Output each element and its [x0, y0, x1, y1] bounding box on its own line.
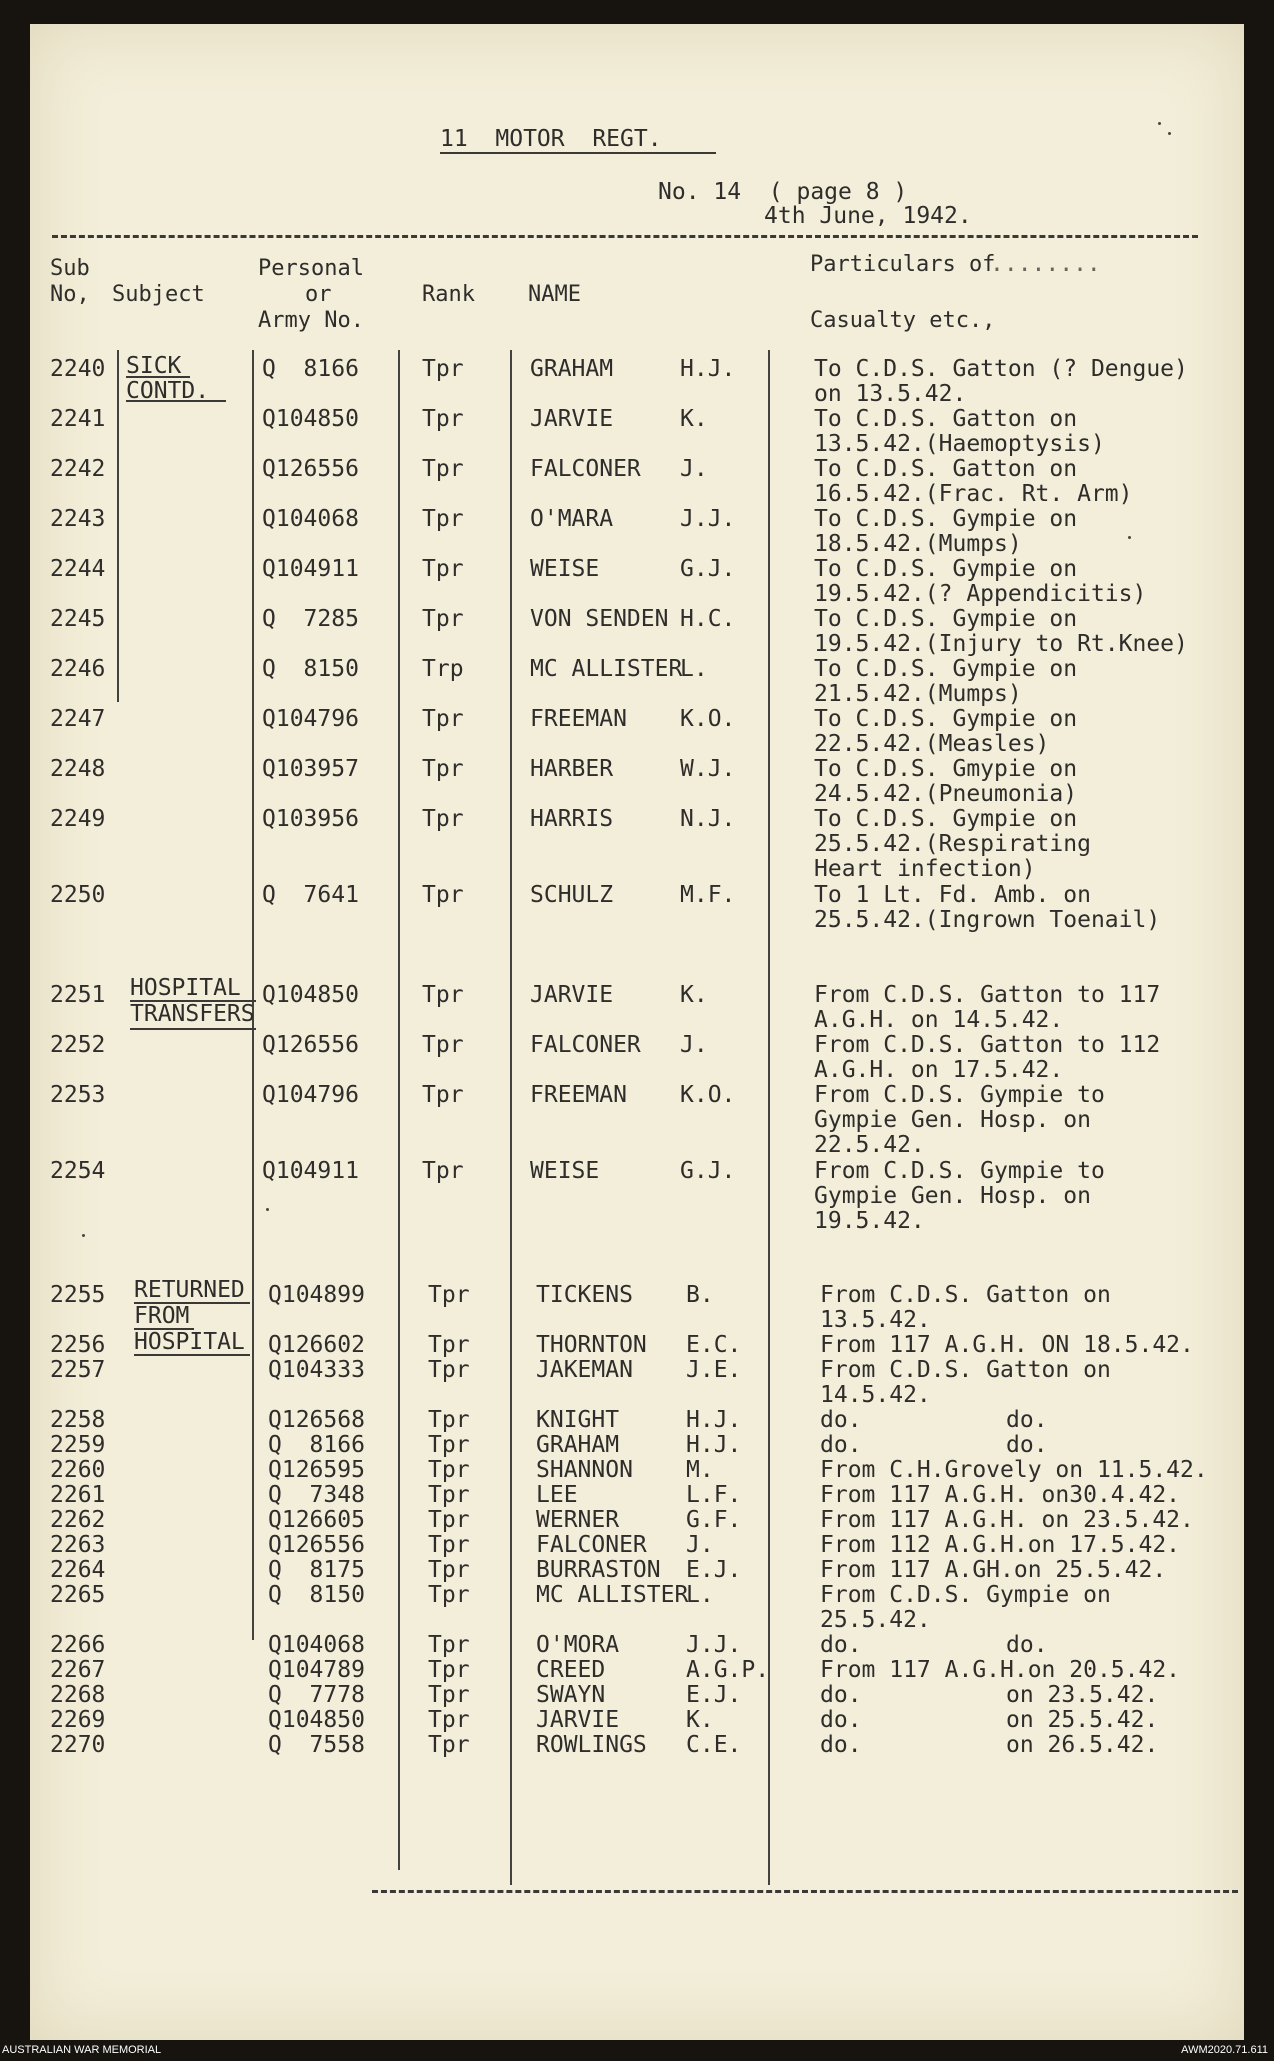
row-army-no: Q104850 [268, 1707, 365, 1733]
header-sub: Sub [50, 256, 90, 281]
underline-transfers [130, 1028, 256, 1030]
row-surname: JARVIE [536, 1707, 620, 1733]
row-rank: Tpr [428, 1407, 470, 1433]
row-surname: WEISE [530, 1158, 600, 1184]
issue-number: No. 14 ( page 8 ) [658, 179, 908, 205]
row-initials: G.J. [680, 1158, 736, 1184]
row-rank: Tpr [422, 756, 464, 782]
row-particulars-line1: To C.D.S. Gympie on [814, 706, 1078, 732]
column-rule-subject [117, 350, 119, 702]
row-particulars-line2: 13.5.42. [820, 1307, 931, 1333]
row-rank: Tpr [428, 1282, 470, 1308]
row-surname: ROWLINGS [536, 1732, 647, 1758]
row-particulars-line1: To C.D.S. Gympie on [814, 606, 1078, 632]
stray-mark [1168, 132, 1171, 135]
row-particulars-line1-continued: do. [1006, 1407, 1048, 1433]
underline-contd [126, 400, 226, 402]
header-particulars: Particulars of [810, 252, 996, 277]
row-initials: K. [680, 982, 708, 1008]
row-rank: Tpr [428, 1432, 470, 1458]
row-particulars-line1: To C.D.S. Gatton (? Dengue) [814, 356, 1188, 382]
row-army-no: Q126602 [268, 1332, 365, 1358]
row-army-no: Q104333 [268, 1357, 365, 1383]
stray-mark [1128, 536, 1131, 539]
row-initials: J.J. [686, 1632, 742, 1658]
row-particulars-line1: do. [820, 1707, 862, 1733]
row-army-no: Q 8166 [268, 1432, 365, 1458]
row-army-no: Q 7558 [268, 1732, 365, 1758]
row-rank: Tpr [428, 1707, 470, 1733]
row-rank: Tpr [422, 556, 464, 582]
row-particulars-line3: Heart infection) [814, 856, 1036, 882]
column-rule-rank [398, 350, 400, 1870]
row-army-no: Q 7641 [262, 882, 359, 908]
row-particulars-line2: 21.5.42.(Mumps) [814, 681, 1022, 707]
row-rank: Tpr [422, 982, 464, 1008]
row-particulars-line1: To C.D.S. Gatton on [814, 456, 1078, 482]
subject-sick: SICK [126, 353, 182, 379]
row-surname: O'MORA [536, 1632, 620, 1658]
row-rank: Tpr [428, 1582, 470, 1608]
row-sub-no: 2258 [50, 1407, 106, 1433]
row-initials: K. [686, 1707, 714, 1733]
row-particulars-line1-continued: do. [1006, 1632, 1048, 1658]
row-particulars-line2: 14.5.42. [820, 1382, 931, 1408]
row-particulars-line1-continued: do. [1006, 1432, 1048, 1458]
row-initials: G.F. [686, 1507, 742, 1533]
row-sub-no: 2248 [50, 756, 106, 782]
header-leader-dots: ........ [990, 251, 1101, 277]
header-name: NAME [528, 282, 581, 307]
row-surname: SHANNON [536, 1457, 633, 1483]
row-initials: N.J. [680, 806, 736, 832]
row-particulars-line1: From 117 A.G.H. on30.4.42. [820, 1482, 1181, 1508]
row-army-no: Q126605 [268, 1507, 365, 1533]
row-surname: GRAHAM [530, 356, 614, 382]
row-sub-no: 2240 [50, 356, 106, 382]
row-particulars-line1: do. [820, 1432, 862, 1458]
row-sub-no: 2263 [50, 1532, 106, 1558]
row-army-no: Q104911 [262, 1158, 359, 1184]
row-sub-no: 2254 [50, 1158, 106, 1184]
row-sub-no: 2270 [50, 1732, 106, 1758]
row-rank: Tpr [422, 882, 464, 908]
row-particulars-line2: 25.5.42.(Respirating [814, 831, 1091, 857]
row-army-no: Q 7778 [268, 1682, 365, 1708]
row-surname: FALCONER [536, 1532, 647, 1558]
row-surname: FALCONER [530, 456, 641, 482]
subject-hospital: HOSPITAL [130, 975, 241, 1001]
row-initials: J.E. [686, 1357, 742, 1383]
row-particulars-line1: From C.D.S. Gatton on [820, 1357, 1111, 1383]
column-rule-name [510, 350, 512, 1885]
title-underline [440, 152, 716, 154]
row-particulars-line2: Gympie Gen. Hosp. on [814, 1107, 1091, 1133]
row-army-no: Q104911 [262, 556, 359, 582]
row-rank: Tpr [422, 1032, 464, 1058]
row-army-no: Q103957 [262, 756, 359, 782]
row-particulars-line1: From C.D.S. Gympie on [820, 1582, 1111, 1608]
row-particulars-line2: 19.5.42.(Injury to Rt.Knee) [814, 631, 1188, 657]
row-particulars-line2: Gympie Gen. Hosp. on [814, 1183, 1091, 1209]
row-army-no: Q104068 [262, 506, 359, 532]
row-initials: H.J. [680, 356, 736, 382]
row-particulars-line1: To C.D.S. Gympie on [814, 806, 1078, 832]
row-surname: HARBER [530, 756, 614, 782]
underline-returned [134, 1302, 250, 1304]
subject-hospital-2: HOSPITAL [134, 1329, 245, 1355]
row-surname: MC ALLISTER [530, 656, 683, 682]
row-particulars-line2: A.G.H. on 17.5.42. [814, 1057, 1064, 1083]
row-surname: THORNTON [536, 1332, 647, 1358]
row-particulars-line1: From 112 A.G.H.on 17.5.42. [820, 1532, 1181, 1558]
underline-from [134, 1328, 194, 1330]
row-initials: K.O. [680, 1082, 736, 1108]
row-rank: Tpr [428, 1507, 470, 1533]
row-particulars-line2: on 13.5.42. [814, 381, 967, 407]
row-particulars-line1: do. [820, 1407, 862, 1433]
row-initials: G.J. [680, 556, 736, 582]
row-army-no: Q103956 [262, 806, 359, 832]
row-particulars-line1: To C.D.S. Gatton on [814, 406, 1078, 432]
row-particulars-line1: From C.D.S. Gympie to [814, 1158, 1105, 1184]
column-rule-particulars [768, 350, 770, 1885]
row-particulars-line2: 25.5.42.(Ingrown Toenail) [814, 907, 1161, 933]
row-rank: Tpr [422, 506, 464, 532]
row-initials: K.O. [680, 706, 736, 732]
row-rank: Tpr [428, 1682, 470, 1708]
row-army-no: Q104850 [262, 406, 359, 432]
issue-date: 4th June, 1942. [764, 203, 972, 229]
row-rank: Tpr [428, 1482, 470, 1508]
row-particulars-line1: From 117 A.GH.on 25.5.42. [820, 1557, 1167, 1583]
row-initials: L. [680, 656, 708, 682]
row-rank: Tpr [428, 1657, 470, 1683]
subject-returned: RETURNED [134, 1277, 245, 1303]
row-army-no: Q 8150 [262, 656, 359, 682]
subject-from: FROM [134, 1303, 190, 1329]
row-rank: Tpr [422, 356, 464, 382]
row-particulars-line1: To C.D.S. Gympie on [814, 506, 1078, 532]
document-page [30, 24, 1244, 2040]
row-army-no: Q 8166 [262, 356, 359, 382]
footer-archive-name: AUSTRALIAN WAR MEMORIAL [2, 2044, 162, 2056]
row-sub-no: 2255 [50, 1282, 106, 1308]
row-initials: C.E. [686, 1732, 742, 1758]
row-particulars-line1: do. [820, 1682, 862, 1708]
row-initials: J. [686, 1532, 714, 1558]
row-surname: GRAHAM [536, 1432, 620, 1458]
row-rank: Tpr [422, 606, 464, 632]
underline-hospital [130, 1000, 256, 1002]
row-particulars-line2: 18.5.42.(Mumps) [814, 531, 1022, 557]
header-personal: Personal [258, 256, 364, 281]
row-rank: Tpr [428, 1557, 470, 1583]
row-initials: A.G.P. [686, 1657, 770, 1683]
row-rank: Tpr [422, 406, 464, 432]
row-sub-no: 2250 [50, 882, 106, 908]
row-surname: HARRIS [530, 806, 614, 832]
row-army-no: Q126556 [262, 1032, 359, 1058]
row-army-no: Q126568 [268, 1407, 365, 1433]
row-surname: CREED [536, 1657, 606, 1683]
row-rank: Tpr [422, 456, 464, 482]
row-surname: FREEMAN [530, 706, 627, 732]
row-particulars-line3: 22.5.42. [814, 1132, 925, 1158]
row-rank: Tpr [428, 1332, 470, 1358]
row-particulars-line2: A.G.H. on 14.5.42. [814, 1007, 1064, 1033]
row-rank: Trp [422, 656, 464, 682]
stray-mark [82, 1234, 85, 1237]
row-army-no: Q 8150 [268, 1582, 365, 1608]
row-surname: VON SENDEN [530, 606, 669, 632]
subject-sick-contd: CONTD. [126, 378, 210, 404]
row-particulars-line1: do. [820, 1732, 862, 1758]
row-particulars-line1: From C.D.S. Gatton to 112 [814, 1032, 1161, 1058]
row-army-no: Q104899 [268, 1282, 365, 1308]
column-rule-personal [252, 350, 254, 1640]
footer-accession-number: AWM2020.71.611 [1181, 2044, 1268, 2056]
row-rank: Tpr [428, 1532, 470, 1558]
stray-mark [1158, 122, 1161, 125]
row-army-no: Q104789 [268, 1657, 365, 1683]
row-particulars-line2: 19.5.42.(? Appendicitis) [814, 581, 1147, 607]
row-initials: J.J. [680, 506, 736, 532]
row-rank: Tpr [428, 1732, 470, 1758]
row-sub-no: 2256 [50, 1332, 106, 1358]
row-sub-no: 2265 [50, 1582, 106, 1608]
row-army-no: Q 7348 [268, 1482, 365, 1508]
row-army-no: Q 8175 [268, 1557, 365, 1583]
row-sub-no: 2269 [50, 1707, 106, 1733]
row-army-no: Q104850 [262, 982, 359, 1008]
row-particulars-line1: From 117 A.G.H. on 23.5.42. [820, 1507, 1194, 1533]
row-initials: M. [686, 1457, 714, 1483]
row-sub-no: 2245 [50, 606, 106, 632]
row-rank: Tpr [422, 806, 464, 832]
subject-transfers: TRANSFERS [130, 1001, 255, 1027]
stray-mark [266, 1208, 269, 1211]
row-sub-no: 2257 [50, 1357, 106, 1383]
row-sub-no: 2252 [50, 1032, 106, 1058]
row-sub-no: 2268 [50, 1682, 106, 1708]
header-rank: Rank [422, 282, 475, 307]
underline-sick [126, 376, 190, 378]
header-casualty: Casualty etc., [810, 308, 996, 333]
row-army-no: Q 7285 [262, 606, 359, 632]
row-surname: FREEMAN [530, 1082, 627, 1108]
row-particulars-line1-continued: on 25.5.42. [1006, 1707, 1159, 1733]
row-surname: WERNER [536, 1507, 620, 1533]
row-sub-no: 2242 [50, 456, 106, 482]
row-surname: SWAYN [536, 1682, 606, 1708]
row-surname: SCHULZ [530, 882, 614, 908]
row-sub-no: 2247 [50, 706, 106, 732]
row-sub-no: 2266 [50, 1632, 106, 1658]
row-rank: Tpr [422, 1158, 464, 1184]
header-subject: Subject [112, 282, 205, 307]
row-initials: E.J. [686, 1557, 742, 1583]
row-initials: M.F. [680, 882, 736, 908]
row-initials: W.J. [680, 756, 736, 782]
row-initials: H.C. [680, 606, 736, 632]
row-army-no: Q126595 [268, 1457, 365, 1483]
row-particulars-line1: To C.D.S. Gympie on [814, 656, 1078, 682]
bottom-dashed-rule [372, 1890, 1238, 1893]
row-initials: J. [680, 1032, 708, 1058]
row-surname: JARVIE [530, 406, 614, 432]
row-sub-no: 2264 [50, 1557, 106, 1583]
row-surname: JARVIE [530, 982, 614, 1008]
underline-hospital-2 [134, 1354, 250, 1356]
row-initials: H.J. [686, 1407, 742, 1433]
row-particulars-line1: To 1 Lt. Fd. Amb. on [814, 882, 1091, 908]
row-particulars-line1-continued: on 26.5.42. [1006, 1732, 1159, 1758]
row-army-no: Q104796 [262, 1082, 359, 1108]
row-surname: LEE [536, 1482, 578, 1508]
row-particulars-line1: From C.H.Grovely on 11.5.42. [820, 1457, 1208, 1483]
row-initials: L. [686, 1582, 714, 1608]
row-surname: WEISE [530, 556, 600, 582]
header-or: or [305, 282, 332, 307]
row-rank: Tpr [428, 1457, 470, 1483]
row-surname: MC ALLISTER [536, 1582, 689, 1608]
row-particulars-line1: From C.D.S. Gatton on [820, 1282, 1111, 1308]
row-surname: KNIGHT [536, 1407, 620, 1433]
row-sub-no: 2251 [50, 982, 106, 1008]
row-particulars-line2: 13.5.42.(Haemoptysis) [814, 431, 1105, 457]
row-particulars-line2: 24.5.42.(Pneumonia) [814, 781, 1078, 807]
row-initials: E.J. [686, 1682, 742, 1708]
row-initials: J. [680, 456, 708, 482]
row-sub-no: 2260 [50, 1457, 106, 1483]
row-particulars-line1: From C.D.S. Gympie to [814, 1082, 1105, 1108]
top-dashed-rule [52, 235, 1198, 238]
row-sub-no: 2259 [50, 1432, 106, 1458]
row-sub-no: 2267 [50, 1657, 106, 1683]
header-army-no: Army No. [258, 308, 364, 333]
row-initials: E.C. [686, 1332, 742, 1358]
row-sub-no: 2244 [50, 556, 106, 582]
row-sub-no: 2262 [50, 1507, 106, 1533]
row-particulars-line1: To C.D.S. Gmypie on [814, 756, 1078, 782]
row-army-no: Q104068 [268, 1632, 365, 1658]
header-sub-no: No, [50, 282, 90, 307]
row-rank: Tpr [422, 706, 464, 732]
row-particulars-line3: 19.5.42. [814, 1208, 925, 1234]
row-particulars-line2: 22.5.42.(Measles) [814, 731, 1050, 757]
row-surname: O'MARA [530, 506, 614, 532]
row-particulars-line1: From 117 A.G.H.on 20.5.42. [820, 1657, 1181, 1683]
row-particulars-line1: To C.D.S. Gympie on [814, 556, 1078, 582]
row-surname: TICKENS [536, 1282, 633, 1308]
row-surname: FALCONER [530, 1032, 641, 1058]
page-title: 11 MOTOR REGT. [440, 126, 662, 152]
row-particulars-line2: 25.5.42. [820, 1607, 931, 1633]
row-sub-no: 2261 [50, 1482, 106, 1508]
row-sub-no: 2253 [50, 1082, 106, 1108]
row-particulars-line1: From C.D.S. Gatton to 117 [814, 982, 1161, 1008]
row-rank: Tpr [428, 1632, 470, 1658]
row-initials: H.J. [686, 1432, 742, 1458]
row-particulars-line1: From 117 A.G.H. ON 18.5.42. [820, 1332, 1194, 1358]
row-rank: Tpr [422, 1082, 464, 1108]
row-particulars-line2: 16.5.42.(Frac. Rt. Arm) [814, 481, 1133, 507]
row-initials: K. [680, 406, 708, 432]
row-army-no: Q126556 [262, 456, 359, 482]
row-army-no: Q104796 [262, 706, 359, 732]
row-surname: JAKEMAN [536, 1357, 633, 1383]
row-initials: L.F. [686, 1482, 742, 1508]
row-particulars-line1-continued: on 23.5.42. [1006, 1682, 1159, 1708]
row-sub-no: 2246 [50, 656, 106, 682]
row-rank: Tpr [428, 1357, 470, 1383]
row-army-no: Q126556 [268, 1532, 365, 1558]
row-sub-no: 2249 [50, 806, 106, 832]
row-sub-no: 2243 [50, 506, 106, 532]
row-particulars-line1: do. [820, 1632, 862, 1658]
row-sub-no: 2241 [50, 406, 106, 432]
row-surname: BURRASTON [536, 1557, 661, 1583]
row-initials: B. [686, 1282, 714, 1308]
